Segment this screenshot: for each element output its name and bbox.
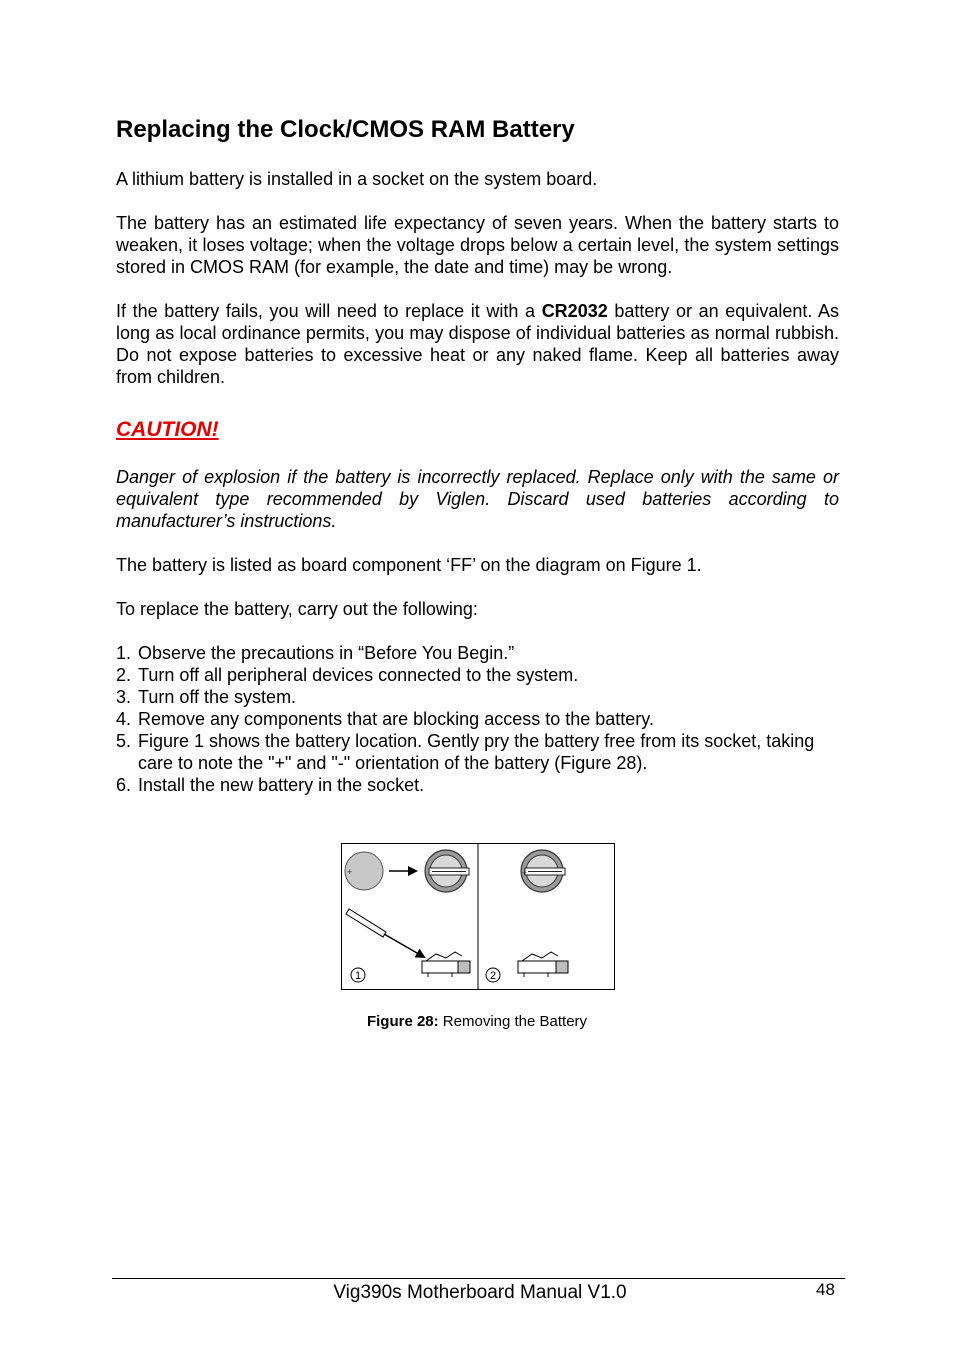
caution-heading: CAUTION! — [116, 418, 219, 441]
battery-model: CR2032 — [541, 301, 608, 321]
footer-title: Vig390s Motherboard Manual V1.0 — [333, 1282, 627, 1303]
loose-battery-icon — [345, 852, 383, 890]
figure-caption — [0, 1012, 954, 1032]
component-note: The battery is listed as board component ‘FF’ on the diagram on Figure 1. — [116, 555, 702, 575]
step-number: 1. — [116, 643, 132, 663]
page-number: 48 — [816, 1280, 835, 1299]
step-number: 5. — [116, 731, 132, 751]
life-expectancy-paragraph: The battery has an estimated life expectancy of seven years. When the battery starts to weaken, it loses voltage; when the voltage drops below a certain level, the system settings stored in CMOS RAM (for example, the date and time) may be wrong. — [116, 213, 839, 277]
step-text: Remove any components that are blocking access to the battery. — [138, 709, 654, 729]
battery-socket-side-icon — [422, 952, 470, 977]
list-item — [116, 664, 839, 686]
list-item — [116, 708, 839, 730]
plus-sign: + — [522, 868, 527, 877]
screwdriver-icon — [346, 909, 424, 957]
step-text: Observe the precautions in “Before You Begin.” — [138, 643, 515, 663]
intro-paragraph: A lithium battery is installed in a socket on the system board. — [116, 169, 598, 189]
step-number: 6. — [116, 775, 132, 795]
replacement-text-before: If the battery fails, you will need to replace it with a — [116, 301, 542, 321]
battery-socket-top-icon — [425, 850, 469, 892]
caption-label: Figure 28: — [366, 1013, 439, 1030]
replacement-paragraph — [116, 300, 839, 388]
step-number: 3. — [116, 687, 132, 707]
step-number: 2. — [116, 665, 132, 685]
panel-number-2: 2 — [489, 970, 497, 982]
plus-sign: + — [347, 867, 353, 877]
steps-list — [116, 642, 839, 796]
steps-intro: To replace the battery, carry out the following: — [116, 599, 478, 619]
section-heading: Replacing the Clock/CMOS RAM Battery — [116, 116, 575, 143]
step-text: Turn off the system. — [138, 687, 297, 707]
installed-battery-top-icon — [521, 850, 565, 892]
step-text: Figure 1 shows the battery location. Gently pry the battery free from its socket, taking care to note the "+" and "-" orientation of the battery (Figure 28). — [138, 731, 815, 773]
caption-text: Removing the Battery — [438, 1013, 588, 1030]
footer-divider — [112, 1278, 845, 1279]
replacement-text-after: battery or an equivalent. As long as local ordinance permits, you may dispose of individual batteries as normal rubbish. Do not expose batteries to excessive heat or any naked flame. Keep all batteries away from children. — [116, 301, 839, 387]
step-text: Install the new battery in the socket. — [138, 775, 425, 795]
step-text: Turn off all peripheral devices connected to the system. — [138, 665, 579, 685]
battery-removal-figure — [341, 843, 615, 990]
step-number: 4. — [116, 709, 132, 729]
caution-text: Danger of explosion if the battery is incorrectly replaced. Replace only with the same or equivalent type recommended by Viglen. Discard used batteries according to manufacturer’s instructions. — [116, 467, 839, 531]
list-item — [116, 642, 839, 664]
list-item — [116, 730, 839, 774]
page-content — [116, 112, 839, 796]
list-item — [116, 686, 839, 708]
panel-number-1: 1 — [354, 970, 362, 982]
installed-battery-side-icon — [518, 952, 568, 977]
list-item — [116, 774, 839, 796]
battery-diagram — [342, 844, 614, 989]
